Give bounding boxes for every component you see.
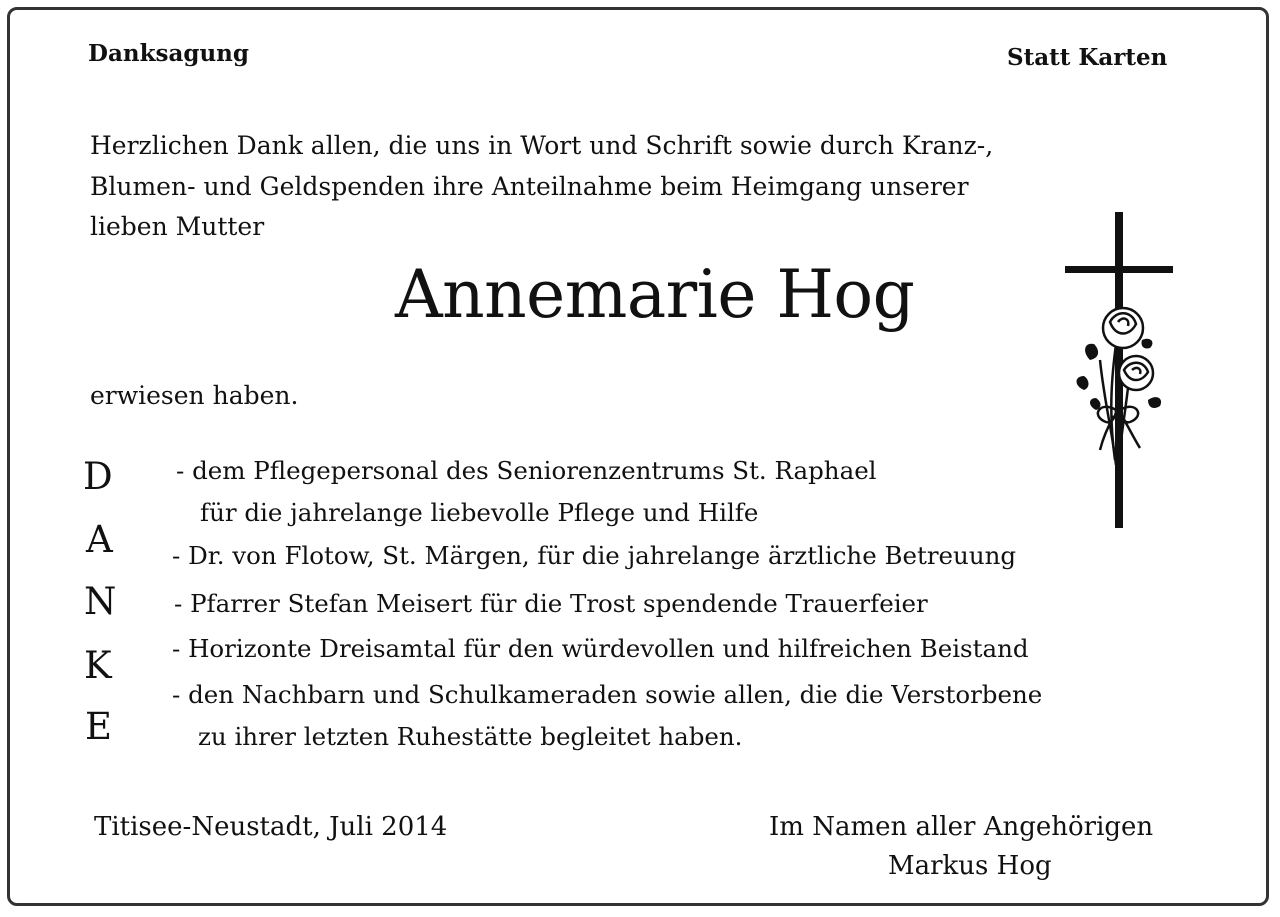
danke-letter-n: N	[84, 580, 117, 623]
intro-line-1: Herzlichen Dank allen, die uns in Wort und Schrift sowie durch Kranz-,	[90, 131, 994, 160]
thanks-item-3: - Pfarrer Stefan Meisert für die Trost spendende Trauerfeier	[174, 589, 928, 618]
deceased-name: Annemarie Hog	[395, 256, 915, 333]
signature-name: Markus Hog	[888, 851, 1052, 881]
place-date: Titisee-Neustadt, Juli 2014	[94, 812, 448, 842]
danke-letter-k: K	[84, 644, 112, 687]
cross-with-roses-icon	[1060, 210, 1180, 532]
thanks-item-5-line-1: - den Nachbarn und Schulkameraden sowie allen, die die Verstorbene	[172, 680, 1043, 709]
thanks-item-2: - Dr. von Flotow, St. Märgen, für die jahrelange ärztliche Betreuung	[172, 541, 1017, 570]
thanks-item-1-line-1: - dem Pflegepersonal des Seniorenzentrums St. Raphael	[176, 456, 877, 485]
header-subtitle: Statt Karten	[1007, 44, 1168, 71]
danke-letter-d: D	[83, 455, 113, 498]
thanks-item-4: - Horizonte Dreisamtal für den würdevollen und hilfreichen Beistand	[172, 634, 1029, 663]
danke-letter-e: E	[85, 705, 113, 748]
danke-letter-a: A	[86, 518, 113, 561]
intro-line-2: Blumen- und Geldspenden ihre Anteilnahme beim Heimgang unserer	[90, 172, 969, 201]
thanks-item-5-line-2: zu ihrer letzten Ruhestätte begleitet haben.	[198, 722, 743, 751]
outro-line: erwiesen haben.	[90, 381, 299, 410]
signature-line-1: Im Namen aller Angehörigen	[769, 812, 1154, 842]
header-title: Danksagung	[88, 40, 249, 67]
intro-line-3: lieben Mutter	[90, 212, 265, 241]
thanks-item-1-line-2: für die jahrelange liebevolle Pflege und Hilfe	[200, 498, 759, 527]
